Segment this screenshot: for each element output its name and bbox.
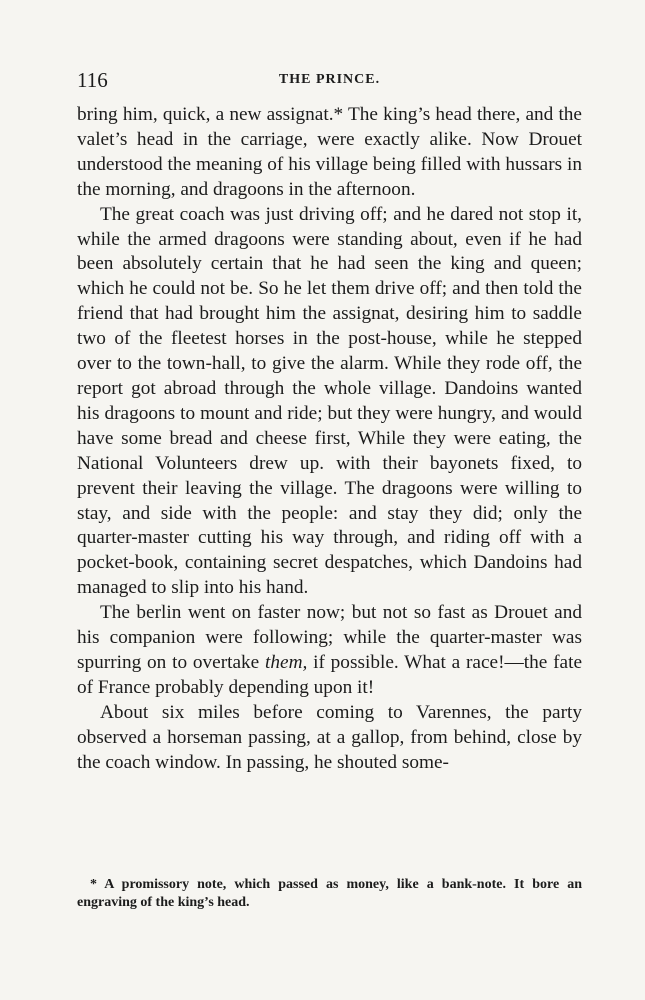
body-text (77, 103, 582, 775)
page-header (77, 68, 582, 92)
page-number: 116 (77, 68, 108, 92)
paragraph-berlin-end: if possible. What a race!—the fate of France probably depending upon it! (77, 651, 583, 698)
paragraph-berlin-start: The berlin went on faster now; but not so fast as Drouet and his companion were following; while the quarter-master was spurring on to overtake (77, 602, 582, 673)
paragraph-continuation: bring him, quick, a new assignat.* The king’s head there, and the valet’s head in the carriage, were exactly alike. Now Drouet understood the meaning of his village being filled with hussars in the morning, and dragoons in the afternoon. (77, 104, 582, 200)
emphasis-them: them, (265, 651, 308, 673)
paragraph-great-coach: The great coach was just driving off; and he dared not stop it, while the armed dragoons were standing about, even if he had been absolutely certain that he had seen the king and queen; which he could not be. So he let them drive off; and then told the friend that had brought him the assignat, desiring him to saddle two of the fleetest horses in the post-house, while he stepped over to the town-hall, to give the alarm. While they rode off, the report got abroad through the whole village. Dandoins wanted his dragoons to mount and ride; but they were hungry, and would have some bread and cheese first, While they were eating, the National Volunteers drew up. with their bayonets fixed, to prevent their leaving the village. The dragoons were willing to stay, and side with the people: and stay they did; only the quarter-master cutting his way through, and riding off with a pocket-book, containing secret despatches, which Dandoins had managed to slip into his hand. (77, 203, 582, 599)
footnote (77, 876, 582, 912)
running-title: THE PRINCE. (278, 72, 381, 87)
footnote-text: * A promissory note, which passed as money, like a bank-note. It bore an engraving of the king’s head. (77, 877, 582, 910)
paragraph-varennes: About six miles before coming to Varennes, the party observed a horseman passing, at a gallop, from behind, close by the coach window. In passing, he shouted some- (77, 701, 582, 773)
paragraph-berlin (77, 601, 582, 701)
